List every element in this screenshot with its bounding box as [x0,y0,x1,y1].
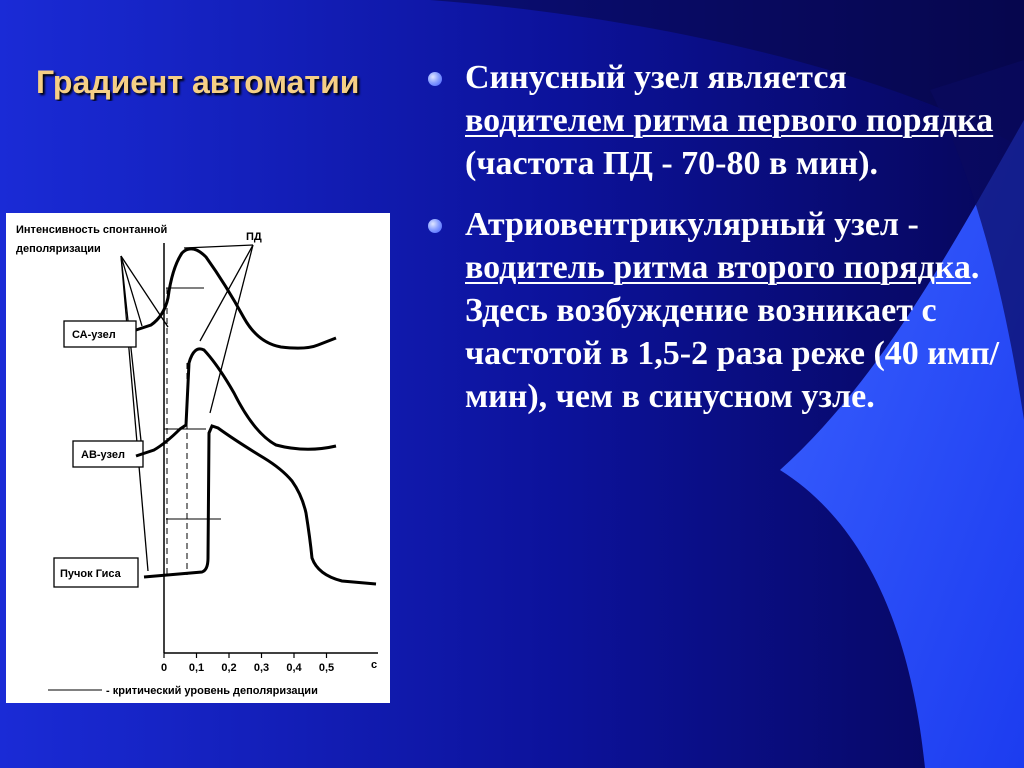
bullet-list [428,56,1008,436]
trace-bundle-his [144,426,376,584]
figure-label-spontaneous-line1: Интенсивность спонтанной [16,224,168,236]
x-tick-label: 0,1 [188,662,205,674]
x-tick-label: 0,5 [318,662,335,674]
slide-title: Градиент автоматии [36,64,360,100]
bullet-text: Синусный узел является водителем ритма первого порядка (частота ПД - 70-80 в мин). [465,59,994,182]
bullet-text: Атриовентрикулярный узел - водитель ритма второго порядка. Здесь возбуждение возникает с частотой в 1,5-2 раза реже (40 имп/мин), чем в синусном узле. [465,206,1000,415]
x-axis-ticks [161,653,334,674]
x-tick-label: 0,2 [221,662,237,674]
trace-label-his: Пучок Гиса [60,568,121,580]
figure-label-spontaneous-line2: деполяризации [16,243,101,255]
figure-label-ap: ПД [246,231,262,243]
x-tick-label: 0,4 [286,662,302,674]
x-tick-label: 0,3 [253,662,270,674]
trace-sa-node [136,249,336,348]
bullet-item-av-node [428,203,1008,418]
x-axis-unit: с [371,659,378,671]
action-potential-figure [6,213,390,703]
x-tick-label: 0 [160,662,168,674]
trace-label-sa: СА-узел [72,329,116,341]
label-pointer-line [184,245,253,248]
label-pointer-line [121,256,142,450]
bullet-dot-icon [428,72,442,86]
bullet-item-sa-node [428,56,1008,185]
trace-label-av: АВ-узел [81,449,125,461]
legend-critical-level: - критический уровень деполяризации [106,685,318,697]
bullet-dot-icon [428,219,442,233]
